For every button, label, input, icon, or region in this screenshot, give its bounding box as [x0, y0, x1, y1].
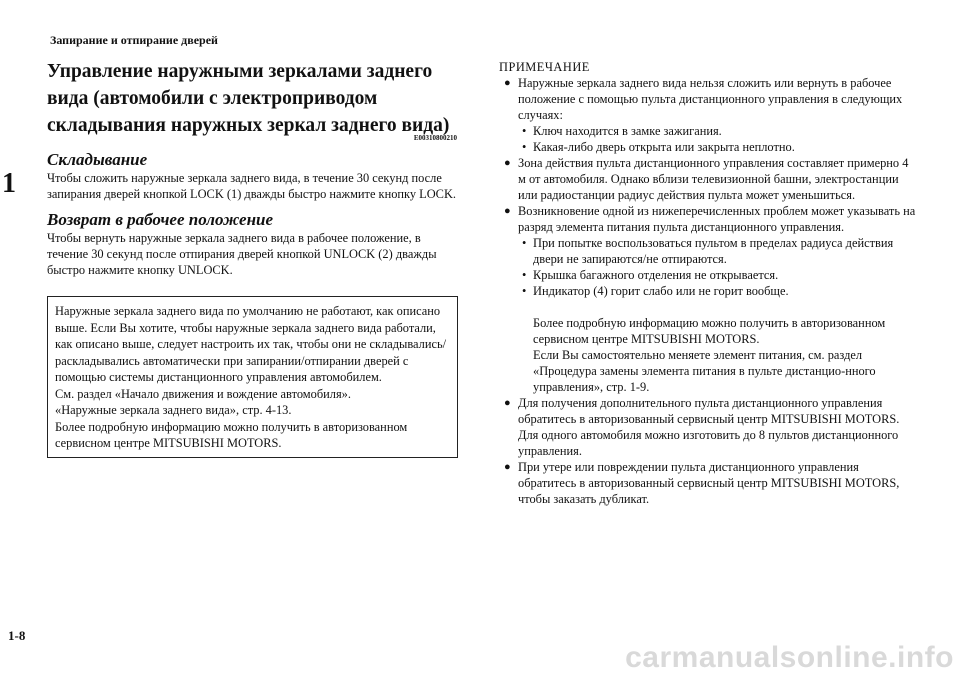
chapter-number: 1	[2, 168, 16, 199]
note-box-paragraph: См. раздел «Начало движения и вождение автомобиля».	[55, 386, 351, 401]
return-text: Чтобы вернуть наружные зеркала заднего вида в рабочее положение, в течение 30 секунд после отпирания дверей кнопкой UNLOCK (2) дважды быстро нажмите кнопку UNLOCK.	[47, 231, 437, 277]
watermark: carmanualsonline.info	[625, 641, 954, 674]
document-code: E00310800210	[413, 134, 457, 142]
note-bullet: ● При утере или повреждении пульта дистанционного управления обратитесь в авторизованный сервисный центр MITSUBISHI MOTORS, чтобы заказать дубликат.	[504, 460, 900, 506]
note-sub-bullet: • Какая-либо дверь открыта или закрыта неплотно.	[522, 140, 795, 154]
note-box-paragraph: «Наружные зеркала заднего вида», стр. 4-13.	[55, 403, 292, 417]
note-title: ПРИМЕЧАНИЕ	[499, 60, 590, 74]
note-sub-bullet: • Ключ находится в замке зажигания.	[522, 124, 722, 138]
bullet-small-dot-icon: •	[522, 236, 527, 250]
note-sub-bullet: • Крышка багажного отделения не открывается.	[522, 268, 779, 282]
bullet-dot-icon: ●	[504, 461, 511, 473]
note-sub-bullet: • При попытке воспользоваться пультом в пределах радиуса действия двери не запираются/не отпираются.	[522, 236, 894, 266]
note-box-paragraph: Наружные зеркала заднего вида по умолчанию не работают, как описано выше. Если Вы хотите, чтобы наружные зеркала заднего вида работали, как описано выше, следует настроить их так, чтобы они не складывались/раскладывались автоматически при запирании/отпирании дверей с помощью системы дистанционного управления автомобилем.	[55, 304, 447, 384]
right-column	[489, 59, 919, 507]
bullet-dot-icon: ●	[504, 77, 511, 89]
note-paragraph: Если Вы самостоятельно меняете элемент питания, см. раздел «Процедура замены элемента питания в пульте дистанцио-нного управления», стр. 1-9.	[533, 348, 876, 394]
note-bullet: ● Наружные зеркала заднего вида нельзя сложить или вернуть в рабочее положение с помощью пульта дистанционного управления в следующих случаях:	[504, 76, 903, 122]
return-heading: Возврат в рабочее положение	[47, 210, 274, 229]
note-paragraph: Для одного автомобиля можно изготовить до 8 пультов дистанционного управления.	[518, 428, 899, 458]
folding-heading: Складывание	[47, 150, 148, 169]
section-header: Запирание и отпирание дверей	[50, 33, 218, 47]
note-bullet: ● Зона действия пульта дистанционного управления составляет примерно 4 м от автомобиля. Однако вблизи телевизионной башни, электростанции или радиостанции радиус действия пульта может уменьшиться.	[504, 156, 909, 202]
bullet-dot-icon: ●	[504, 397, 511, 409]
note-paragraph: Более подробную информацию можно получить в авторизованном сервисном центре MITSUBISHI MOTORS.	[533, 316, 886, 346]
note-bullet: ● Для получения дополнительного пульта дистанционного управления обратитесь в авторизованный сервисный центр MITSUBISHI MOTORS.	[504, 396, 900, 426]
page-title: Управление наружными зеркалами заднего вида (автомобили с электроприводом складывания наружных зеркал заднего вида)	[47, 61, 450, 136]
bullet-dot-icon: ●	[504, 157, 511, 169]
note-box	[47, 296, 458, 458]
note-box-paragraph: Более подробную информацию можно получить в авторизованном сервисном центре MITSUBISHI MOTORS.	[55, 419, 408, 450]
page-number: 1-8	[8, 628, 26, 643]
note-bullet: ● Возникновение одной из нижеперечисленных проблем может указывать на разряд элемента питания пульта дистанционного управления.	[504, 204, 916, 234]
bullet-small-dot-icon: •	[522, 140, 527, 154]
note-sub-bullet: • Индикатор (4) горит слабо или не горит вообще.	[522, 284, 789, 298]
bullet-small-dot-icon: •	[522, 124, 527, 138]
bullet-dot-icon: ●	[504, 205, 511, 217]
left-column	[47, 58, 457, 278]
folding-text: Чтобы сложить наружные зеркала заднего вида, в течение 30 секунд после запирания дверей кнопкой LOCK (1) дважды быстро нажмите кнопку LOCK.	[47, 171, 456, 201]
bullet-small-dot-icon: •	[522, 284, 527, 298]
bullet-small-dot-icon: •	[522, 268, 527, 282]
